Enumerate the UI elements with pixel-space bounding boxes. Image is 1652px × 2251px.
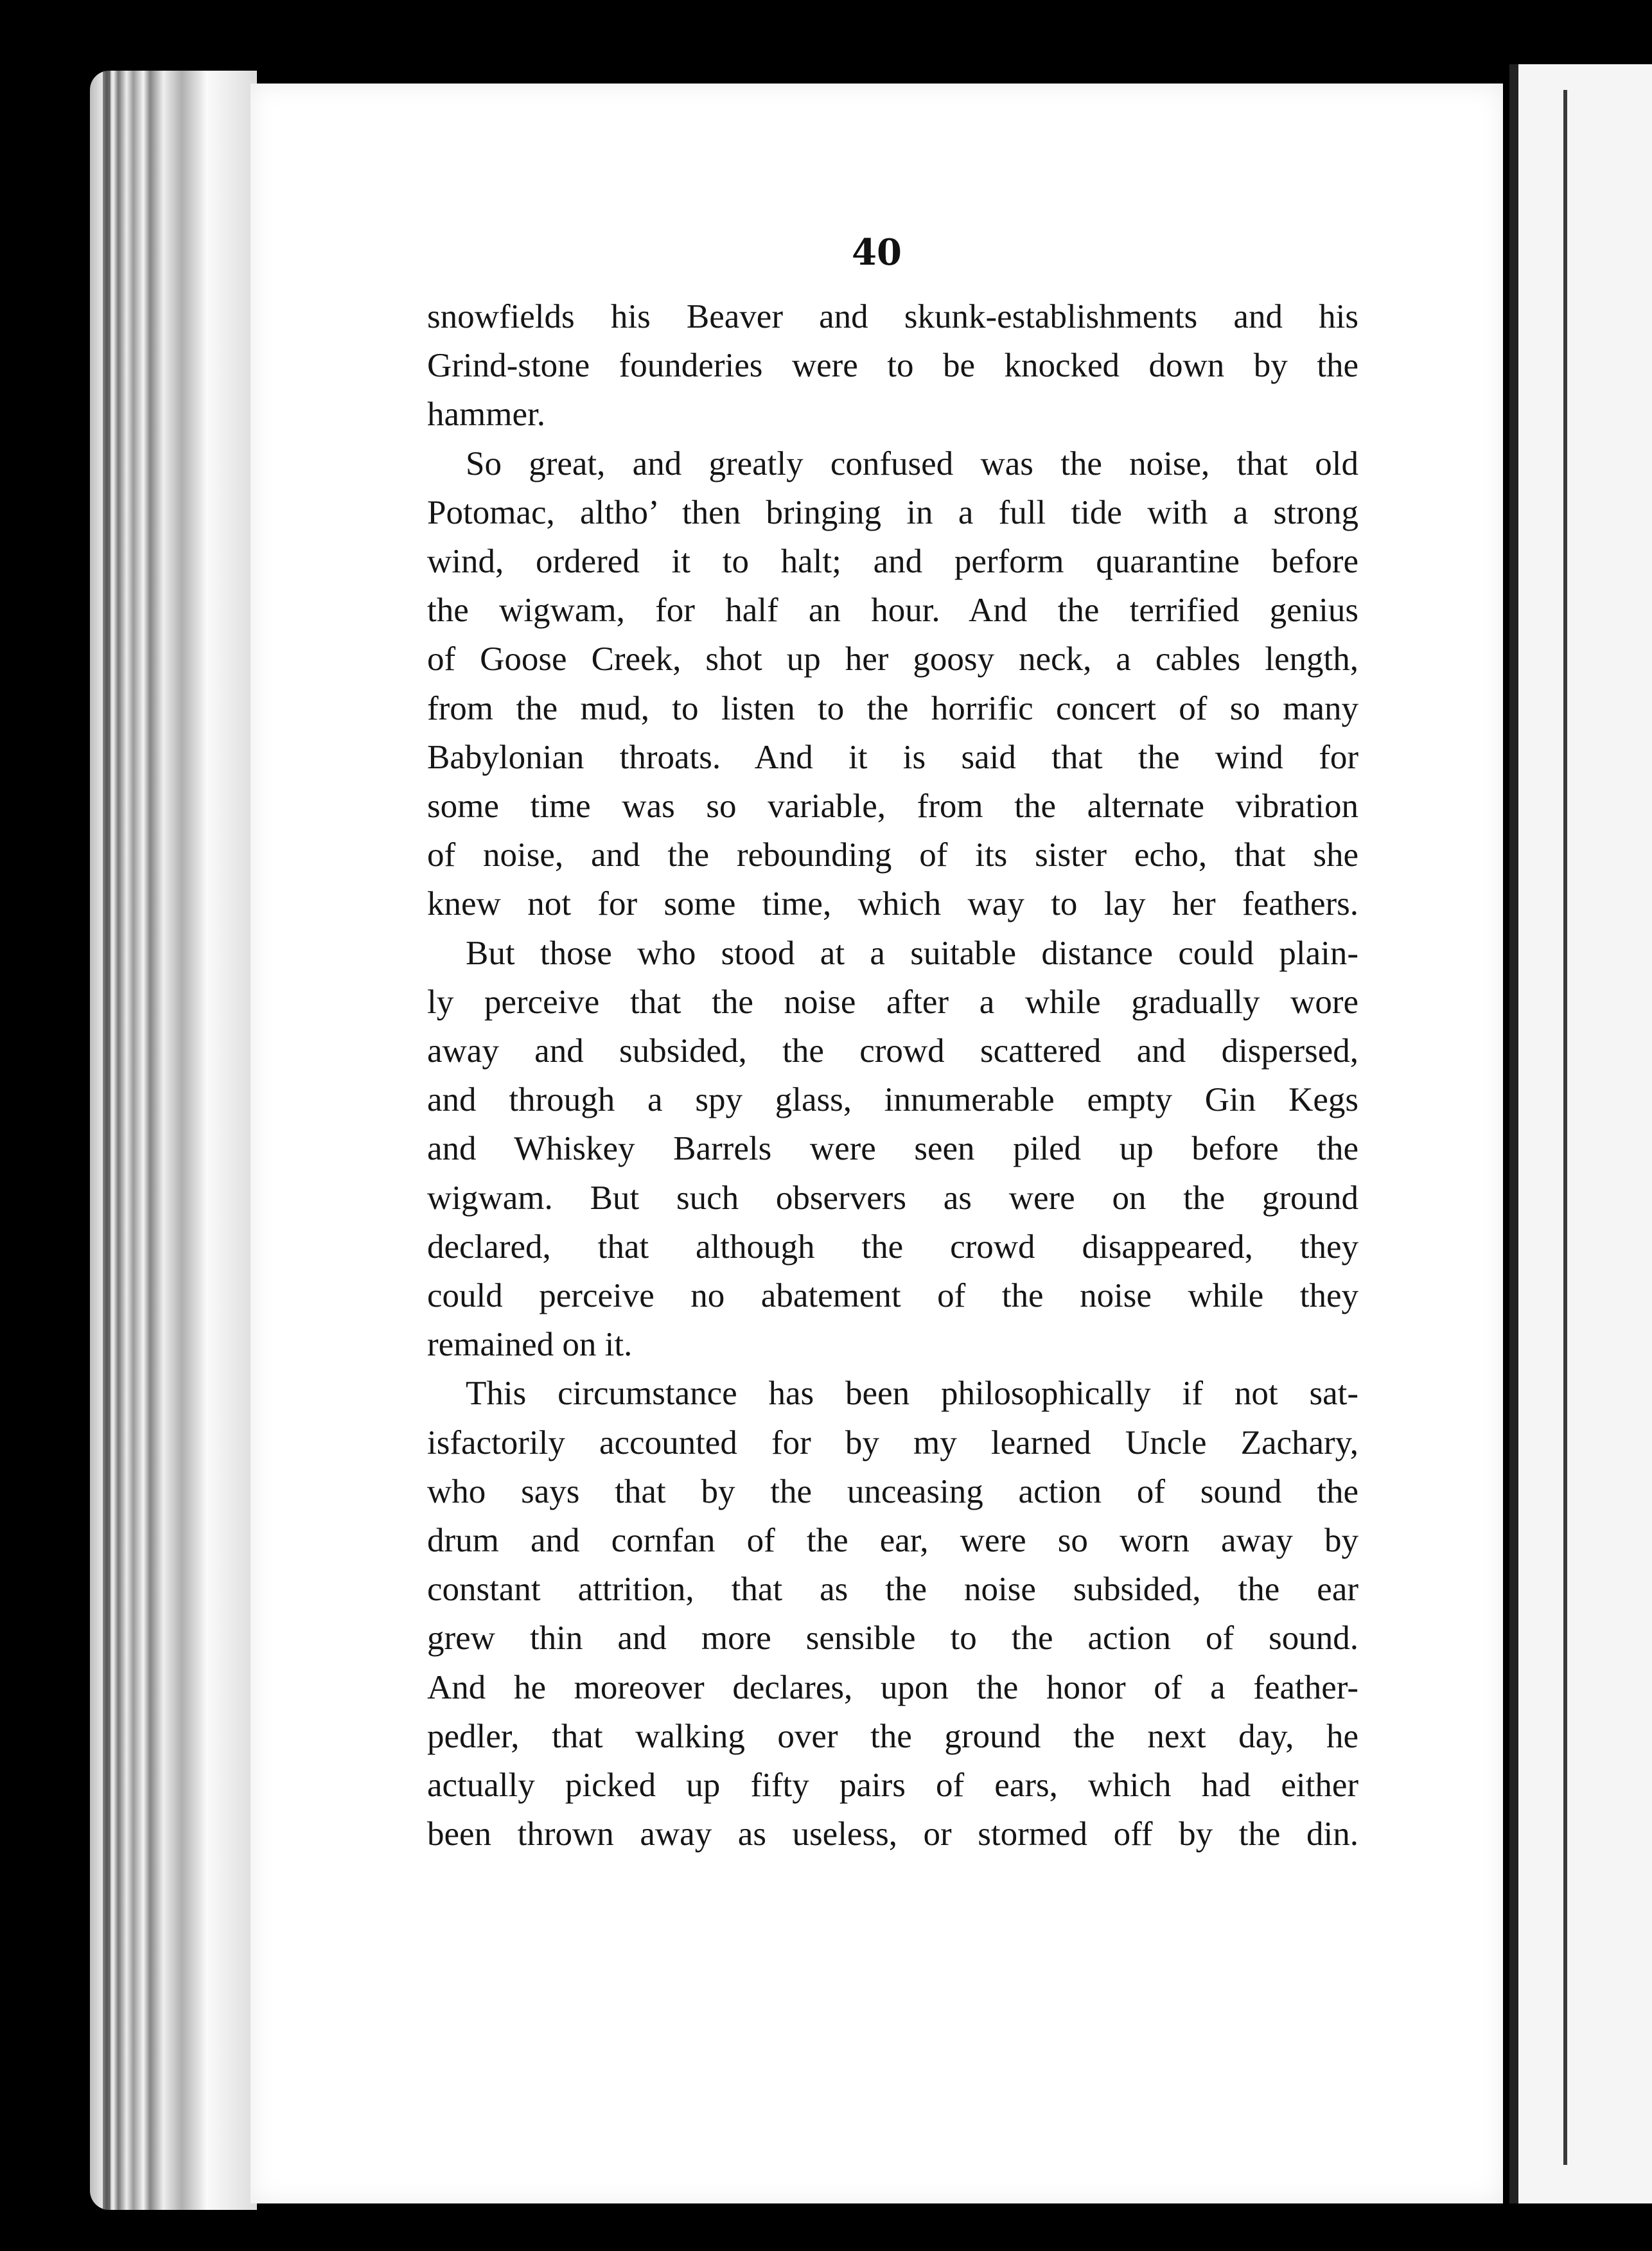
text-line: actually picked up fifty pairs of ears, which had either — [427, 1767, 1358, 1805]
text-line: who says that by the unceasing action of sound the — [427, 1472, 1358, 1510]
book-leaf-edges — [90, 71, 257, 2210]
text-line: some time was so variable, from the alternate vibration — [427, 788, 1358, 825]
text-line: remained on it. — [427, 1326, 633, 1364]
text-line: from the mud, to listen to the horrific concert of so many — [427, 689, 1358, 727]
text-line: grew thin and more sensible to the action of sound. — [427, 1620, 1358, 1657]
text-line: ly perceive that the noise after a while gradually wore — [427, 983, 1358, 1021]
adjacent-page-edge — [1509, 64, 1652, 2203]
text-line: declared, that although the crowd disappeared, they — [427, 1228, 1358, 1266]
text-line: Potomac, altho’ then bringing in a full tide with a strong — [427, 493, 1358, 531]
text-line: the wigwam, for half an hour. And the terrified genius — [427, 592, 1358, 630]
text-line: wigwam. But such observers as were on the ground — [427, 1179, 1358, 1217]
text-line: pedler, that walking over the ground the next day, he — [427, 1717, 1358, 1755]
text-line: But those who stood at a suitable distance could plain- — [466, 934, 1358, 972]
page-number: 40 — [852, 231, 902, 274]
text-line: snowfields his Beaver and skunk-establishments and his — [427, 298, 1358, 335]
text-line: and through a spy glass, innumerable empty Gin Kegs — [427, 1081, 1358, 1119]
text-line: So great, and greatly confused was the noise, that old — [466, 445, 1358, 482]
text-line: been thrown away as useless, or stormed off by the din. — [427, 1815, 1358, 1853]
text-line: Babylonian throats. And it is said that the wind for — [427, 738, 1358, 776]
text-line: Grind-stone founderies were to be knocked down by the — [427, 347, 1358, 385]
text-line: wind, ordered it to halt; and perform quarantine before — [427, 543, 1358, 581]
text-line: constant attrition, that as the noise subsided, the ear — [427, 1571, 1358, 1609]
text-line: drum and cornfan of the ear, were so worn away by — [427, 1522, 1358, 1560]
text-line: hammer. — [427, 396, 545, 434]
text-line: And he moreover declares, upon the honor of a feather- — [427, 1668, 1358, 1706]
text-line: knew not for some time, which way to lay her feathers. — [427, 885, 1358, 923]
text-line: of Goose Creek, shot up her goosy neck, a cables length, — [427, 640, 1358, 678]
book-page — [250, 84, 1503, 2203]
text-line: isfactorily accounted for by my learned Uncle Zachary, — [427, 1424, 1358, 1461]
body-text — [427, 292, 1358, 1859]
text-line: away and subsided, the crowd scattered and dispersed, — [427, 1032, 1358, 1070]
text-line: and Whiskey Barrels were seen piled up before the — [427, 1130, 1358, 1168]
text-line: of noise, and the rebounding of its sister echo, that she — [427, 836, 1358, 874]
text-line: This circumstance has been philosophically if not sat- — [466, 1375, 1358, 1413]
text-line: could perceive no abatement of the noise while they — [427, 1277, 1358, 1315]
